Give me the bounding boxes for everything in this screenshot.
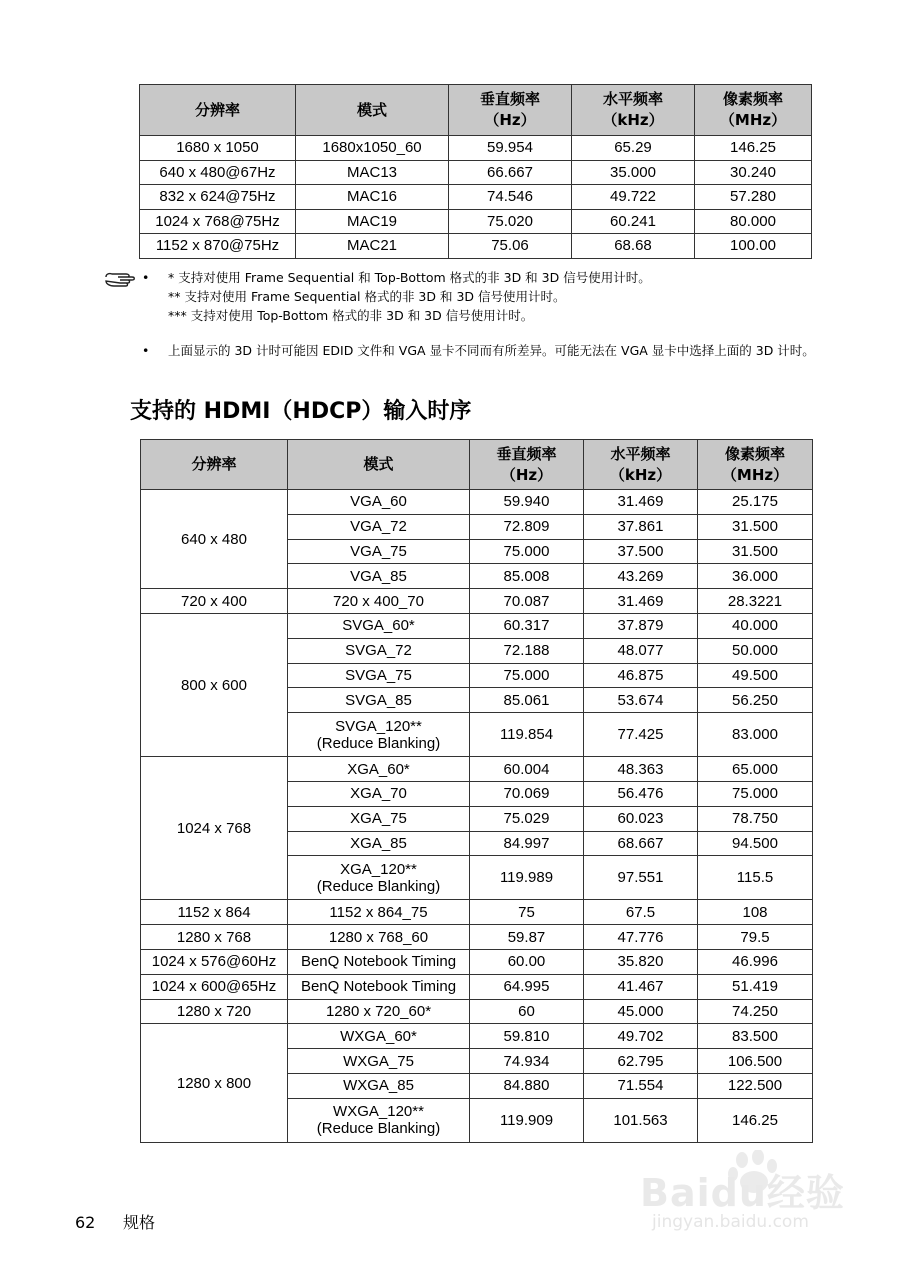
cell-resolution: 1280 x 800 [141,1024,288,1142]
cell-mode: BenQ Notebook Timing [288,974,470,999]
cell-horizontal-frequency: 67.5 [584,900,698,925]
cell-pixel-frequency: 31.500 [698,539,813,564]
header-horizontal-frequency: 水平频率 （kHz） [584,440,698,490]
cell-pixel-frequency: 78.750 [698,806,813,831]
cell-vertical-frequency: 119.909 [470,1098,584,1142]
cell-vertical-frequency: 75.029 [470,806,584,831]
cell-vertical-frequency: 75.000 [470,663,584,688]
cell-mode: VGA_72 [288,514,470,539]
cell-mode: WXGA_75 [288,1049,470,1074]
cell-horizontal-frequency: 101.563 [584,1098,698,1142]
cell-horizontal-frequency: 60.023 [584,806,698,831]
table-header-row [141,440,813,490]
header-pixel-frequency: 像素频率 （MHz） [695,85,812,136]
header-horizontal-frequency: 水平频率 （kHz） [572,85,695,136]
cell-mode: 1280 x 768_60 [288,925,470,950]
cell-vertical-frequency: 75.06 [449,234,572,259]
table-row [140,185,812,210]
cell-horizontal-frequency: 31.469 [584,490,698,515]
cell-pixel-frequency: 122.500 [698,1073,813,1098]
cell-resolution: 1152 x 864 [141,900,288,925]
section-title: 支持的 HDMI（HDCP）输入时序 [130,399,472,424]
cell-mode: XGA_75 [288,806,470,831]
cell-horizontal-frequency: 43.269 [584,564,698,589]
cell-mode: WXGA_85 [288,1073,470,1098]
cell-resolution: 720 x 400 [141,589,288,614]
cell-horizontal-frequency: 31.469 [584,589,698,614]
cell-horizontal-frequency: 53.674 [584,688,698,713]
table-row [141,999,813,1024]
cell-resolution: 1024 x 768 [141,757,288,900]
cell-vertical-frequency: 85.008 [470,564,584,589]
cell-vertical-frequency: 60.00 [470,949,584,974]
cell-horizontal-frequency: 71.554 [584,1073,698,1098]
cell-mode: 1280 x 720_60* [288,999,470,1024]
cell-horizontal-frequency: 77.425 [584,713,698,757]
cell-pixel-frequency: 65.000 [698,757,813,782]
cell-resolution: 832 x 624@75Hz [140,185,296,210]
cell-mode: VGA_85 [288,564,470,589]
cell-horizontal-frequency: 47.776 [584,925,698,950]
cell-vertical-frequency: 85.061 [470,688,584,713]
cell-horizontal-frequency: 48.077 [584,638,698,663]
cell-pixel-frequency: 108 [698,900,813,925]
page-number: 62 [75,1213,96,1232]
header-mode: 模式 [296,85,449,136]
cell-mode: SVGA_120** (Reduce Blanking) [288,713,470,757]
cell-mode: SVGA_72 [288,638,470,663]
header-pixel-frequency: 像素频率 （MHz） [698,440,813,490]
cell-horizontal-frequency: 49.722 [572,185,695,210]
cell-vertical-frequency: 60.004 [470,757,584,782]
cell-horizontal-frequency: 46.875 [584,663,698,688]
cell-vertical-frequency: 74.934 [470,1049,584,1074]
cell-pixel-frequency: 83.000 [698,713,813,757]
section-name: 规格 [123,1213,156,1232]
cell-pixel-frequency: 51.419 [698,974,813,999]
cell-mode: VGA_60 [288,490,470,515]
cell-pixel-frequency: 75.000 [698,781,813,806]
cell-pixel-frequency: 50.000 [698,638,813,663]
table-row [141,925,813,950]
cell-pixel-frequency: 83.500 [698,1024,813,1049]
note-line-3: *** 支持对使用 Top-Bottom 格式的非 3D 和 3D 信号使用计时。 [168,308,534,323]
cell-vertical-frequency: 75 [470,900,584,925]
cell-vertical-frequency: 64.995 [470,974,584,999]
table-row [141,757,813,782]
cell-mode: MAC13 [296,160,449,185]
cell-mode: XGA_70 [288,781,470,806]
cell-horizontal-frequency: 49.702 [584,1024,698,1049]
cell-pixel-frequency: 74.250 [698,999,813,1024]
cell-resolution: 1024 x 600@65Hz [141,974,288,999]
cell-pixel-frequency: 25.175 [698,490,813,515]
cell-mode: XGA_85 [288,831,470,856]
cell-resolution: 640 x 480@67Hz [140,160,296,185]
cell-mode: SVGA_85 [288,688,470,713]
cell-vertical-frequency: 84.880 [470,1073,584,1098]
cell-resolution: 800 x 600 [141,613,288,756]
cell-pixel-frequency: 80.000 [695,209,812,234]
header-mode: 模式 [288,440,470,490]
cell-horizontal-frequency: 48.363 [584,757,698,782]
cell-vertical-frequency: 59.940 [470,490,584,515]
note-line-2: ** 支持对使用 Frame Sequential 格式的非 3D 和 3D 信号使用计时。 [168,289,566,304]
cell-pixel-frequency: 100.00 [695,234,812,259]
cell-pixel-frequency: 40.000 [698,613,813,638]
cell-resolution: 1280 x 768 [141,925,288,950]
cell-pixel-frequency: 79.5 [698,925,813,950]
cell-horizontal-frequency: 35.000 [572,160,695,185]
cell-pixel-frequency: 106.500 [698,1049,813,1074]
header-vertical-frequency: 垂直频率 （Hz） [449,85,572,136]
timing-table-hdmi [140,439,813,1143]
cell-vertical-frequency: 70.087 [470,589,584,614]
cell-vertical-frequency: 60 [470,999,584,1024]
pointing-hand-icon [104,271,138,291]
cell-vertical-frequency: 75.020 [449,209,572,234]
table-row [140,234,812,259]
table-row [140,136,812,161]
cell-mode: 1680x1050_60 [296,136,449,161]
cell-mode: SVGA_60* [288,613,470,638]
cell-mode: VGA_75 [288,539,470,564]
cell-pixel-frequency: 30.240 [695,160,812,185]
cell-pixel-frequency: 115.5 [698,856,813,900]
cell-horizontal-frequency: 97.551 [584,856,698,900]
cell-pixel-frequency: 94.500 [698,831,813,856]
cell-horizontal-frequency: 60.241 [572,209,695,234]
header-resolution: 分辨率 [141,440,288,490]
cell-pixel-frequency: 57.280 [695,185,812,210]
cell-vertical-frequency: 84.997 [470,831,584,856]
cell-horizontal-frequency: 35.820 [584,949,698,974]
cell-horizontal-frequency: 56.476 [584,781,698,806]
cell-pixel-frequency: 31.500 [698,514,813,539]
cell-horizontal-frequency: 37.879 [584,613,698,638]
cell-mode: SVGA_75 [288,663,470,688]
cell-pixel-frequency: 28.3221 [698,589,813,614]
cell-vertical-frequency: 119.989 [470,856,584,900]
note-3d-timing: 上面显示的 3D 计时可能因 EDID 文件和 VGA 显卡不同而有所差异。可能无法在 VGA 显卡中选择上面的 3D 计时。 [168,343,815,358]
table-row [141,900,813,925]
timing-table-analog [139,84,812,259]
cell-pixel-frequency: 49.500 [698,663,813,688]
cell-resolution: 1024 x 768@75Hz [140,209,296,234]
cell-resolution: 1680 x 1050 [140,136,296,161]
cell-mode: 720 x 400_70 [288,589,470,614]
baidu-watermark [640,1150,870,1250]
cell-pixel-frequency: 36.000 [698,564,813,589]
bullet: • [142,343,150,358]
cell-vertical-frequency: 119.854 [470,713,584,757]
table-row [141,1024,813,1049]
cell-mode: WXGA_60* [288,1024,470,1049]
cell-resolution: 1152 x 870@75Hz [140,234,296,259]
cell-mode: MAC16 [296,185,449,210]
cell-mode: XGA_120** (Reduce Blanking) [288,856,470,900]
cell-horizontal-frequency: 62.795 [584,1049,698,1074]
cell-mode: MAC21 [296,234,449,259]
cell-vertical-frequency: 70.069 [470,781,584,806]
table-row [141,613,813,638]
cell-resolution: 640 x 480 [141,490,288,589]
cell-pixel-frequency: 146.25 [698,1098,813,1142]
table-row [140,209,812,234]
cell-horizontal-frequency: 45.000 [584,999,698,1024]
cell-mode: BenQ Notebook Timing [288,949,470,974]
table-row [140,160,812,185]
page-footer [75,1210,155,1233]
cell-vertical-frequency: 59.954 [449,136,572,161]
cell-resolution: 1024 x 576@60Hz [141,949,288,974]
watermark-url: jingyan.baidu.com [652,1212,809,1232]
table-row [141,974,813,999]
cell-horizontal-frequency: 41.467 [584,974,698,999]
bullet: • [142,270,150,285]
cell-mode: WXGA_120** (Reduce Blanking) [288,1098,470,1142]
header-resolution: 分辨率 [140,85,296,136]
cell-vertical-frequency: 59.810 [470,1024,584,1049]
table-row [141,949,813,974]
cell-pixel-frequency: 46.996 [698,949,813,974]
cell-horizontal-frequency: 37.500 [584,539,698,564]
cell-vertical-frequency: 72.809 [470,514,584,539]
table-row [141,589,813,614]
cell-pixel-frequency: 146.25 [695,136,812,161]
cell-horizontal-frequency: 37.861 [584,514,698,539]
cell-vertical-frequency: 74.546 [449,185,572,210]
cell-mode: XGA_60* [288,757,470,782]
cell-mode: MAC19 [296,209,449,234]
cell-horizontal-frequency: 68.68 [572,234,695,259]
watermark-logo: Baidu经验 [640,1171,845,1215]
table-header-row [140,85,812,136]
cell-vertical-frequency: 60.317 [470,613,584,638]
cell-vertical-frequency: 72.188 [470,638,584,663]
header-vertical-frequency: 垂直频率 （Hz） [470,440,584,490]
table-row [141,490,813,515]
note-line-1: * 支持对使用 Frame Sequential 和 Top-Bottom 格式的非 3D 和 3D 信号使用计时。 [168,270,651,285]
cell-horizontal-frequency: 68.667 [584,831,698,856]
cell-vertical-frequency: 66.667 [449,160,572,185]
cell-mode: 1152 x 864_75 [288,900,470,925]
cell-pixel-frequency: 56.250 [698,688,813,713]
cell-vertical-frequency: 75.000 [470,539,584,564]
cell-resolution: 1280 x 720 [141,999,288,1024]
cell-vertical-frequency: 59.87 [470,925,584,950]
cell-horizontal-frequency: 65.29 [572,136,695,161]
